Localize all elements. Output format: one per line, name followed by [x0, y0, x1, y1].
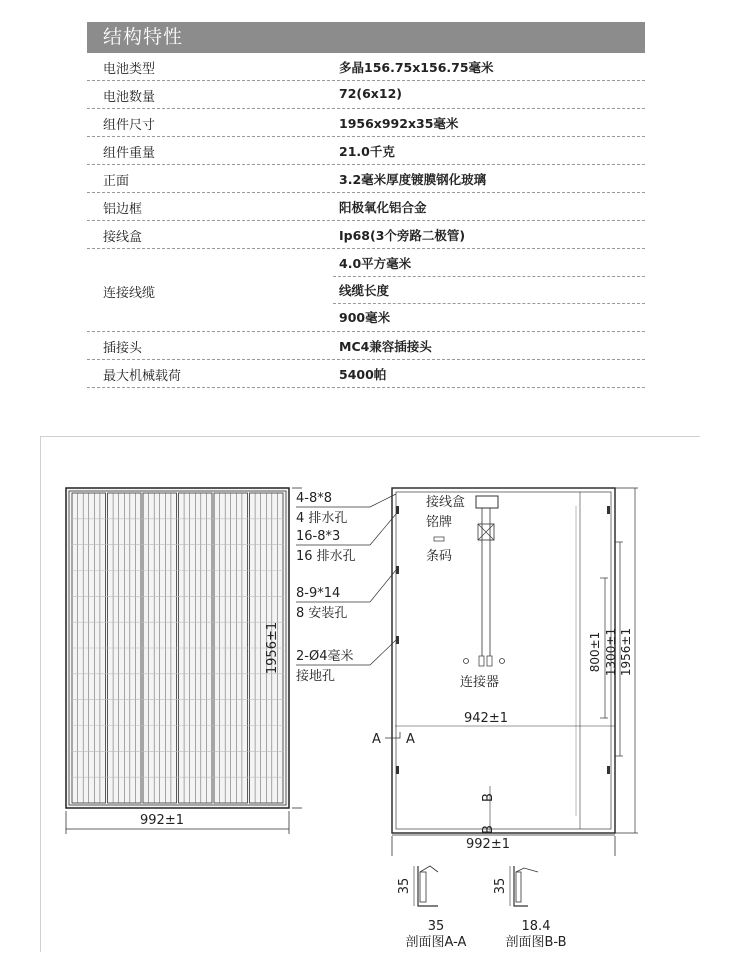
- spec-row-cable: [87, 249, 645, 332]
- spec-row: [87, 165, 645, 193]
- module-drawing: [40, 436, 700, 952]
- section-b-top-label: B: [481, 793, 496, 802]
- junction-box-label: 接线盒: [426, 495, 466, 510]
- spec-label: 插接头: [103, 341, 143, 356]
- dim-1300-label: 1300±1: [604, 627, 618, 677]
- drain4-text-label: 4 排水孔: [296, 511, 348, 526]
- section-a-caption: 剖面图A-A: [405, 935, 467, 950]
- drain4-dim-label: 4-8*8: [296, 491, 333, 506]
- connector-label: 连接器: [460, 675, 500, 690]
- mount-dim-label: 8-9*14: [296, 586, 341, 601]
- ground-dim-label: 2-Ø4毫米: [296, 649, 354, 664]
- spec-value: 72(6x12): [339, 86, 402, 101]
- spec-value: MC4兼容插接头: [339, 339, 432, 354]
- spec-row: [87, 109, 645, 137]
- spec-label: 铝边框: [103, 202, 143, 217]
- section-b-bottom-label: B: [481, 825, 496, 834]
- spec-table: [87, 22, 645, 388]
- section-b-caption: 剖面图B-B: [505, 935, 567, 950]
- drain16-text-label: 16 排水孔: [296, 549, 356, 564]
- section-a-height-label: 35: [397, 877, 412, 895]
- spec-label: 最大机械载荷: [103, 369, 182, 384]
- spec-row: [87, 360, 645, 388]
- spec-subrow: [333, 303, 645, 330]
- spec-row: [87, 332, 645, 360]
- spec-label: 电池类型: [103, 62, 156, 77]
- spec-label: 电池数量: [103, 90, 156, 105]
- spec-value: 1956x992x35毫米: [339, 116, 459, 131]
- section-b-height-label: 35: [493, 877, 508, 895]
- dim-800-label: 800±1: [588, 631, 602, 673]
- mount-text-label: 8 安装孔: [296, 606, 348, 621]
- spec-row: [87, 193, 645, 221]
- spec-value: 900毫米: [339, 310, 391, 325]
- drawing-frame: [40, 436, 700, 952]
- dim-1956-label: 1956±1: [619, 627, 633, 677]
- section-a-right-label: A: [406, 732, 415, 747]
- spec-value: Ip68(3个旁路二极管): [339, 228, 466, 243]
- spec-table-title: 结构特性: [87, 22, 645, 53]
- spec-subrow: [333, 249, 645, 277]
- spec-value: 4.0平方毫米: [339, 256, 412, 271]
- spec-value: 21.0千克: [339, 144, 395, 159]
- section-b-width-label: 18.4: [521, 919, 551, 934]
- spec-label: 接线盒: [103, 230, 143, 245]
- back-width-label: 992±1: [466, 837, 510, 852]
- spec-label: 连接线缆: [103, 286, 156, 301]
- spec-value: 线缆长度: [339, 283, 390, 298]
- spec-subrow: [333, 276, 645, 304]
- spec-row: [87, 137, 645, 165]
- spec-value: 阳极氧化铝合金: [339, 200, 427, 215]
- section-a-width-label: 35: [427, 919, 445, 934]
- spec-value: 多晶156.75x156.75毫米: [339, 60, 494, 75]
- section-a-left-label: A: [372, 732, 381, 747]
- front-width-label: 992±1: [140, 813, 184, 828]
- spec-label: 组件尺寸: [103, 118, 156, 133]
- barcode-label: 条码: [426, 549, 453, 564]
- spec-label: 正面: [103, 174, 130, 189]
- spec-row: [87, 221, 645, 249]
- spec-label: 组件重量: [103, 146, 156, 161]
- ground-text-label: 接地孔: [296, 669, 336, 684]
- drain16-dim-label: 16-8*3: [296, 529, 341, 544]
- spec-row: [87, 53, 645, 81]
- front-height-label: 1956±1: [265, 621, 280, 675]
- spec-value: 5400帕: [339, 367, 387, 382]
- spec-value: 3.2毫米厚度镀膜钢化玻璃: [339, 172, 487, 187]
- inner-width-label: 942±1: [464, 711, 508, 726]
- nameplate-label: 铭牌: [426, 515, 453, 530]
- spec-row: [87, 81, 645, 109]
